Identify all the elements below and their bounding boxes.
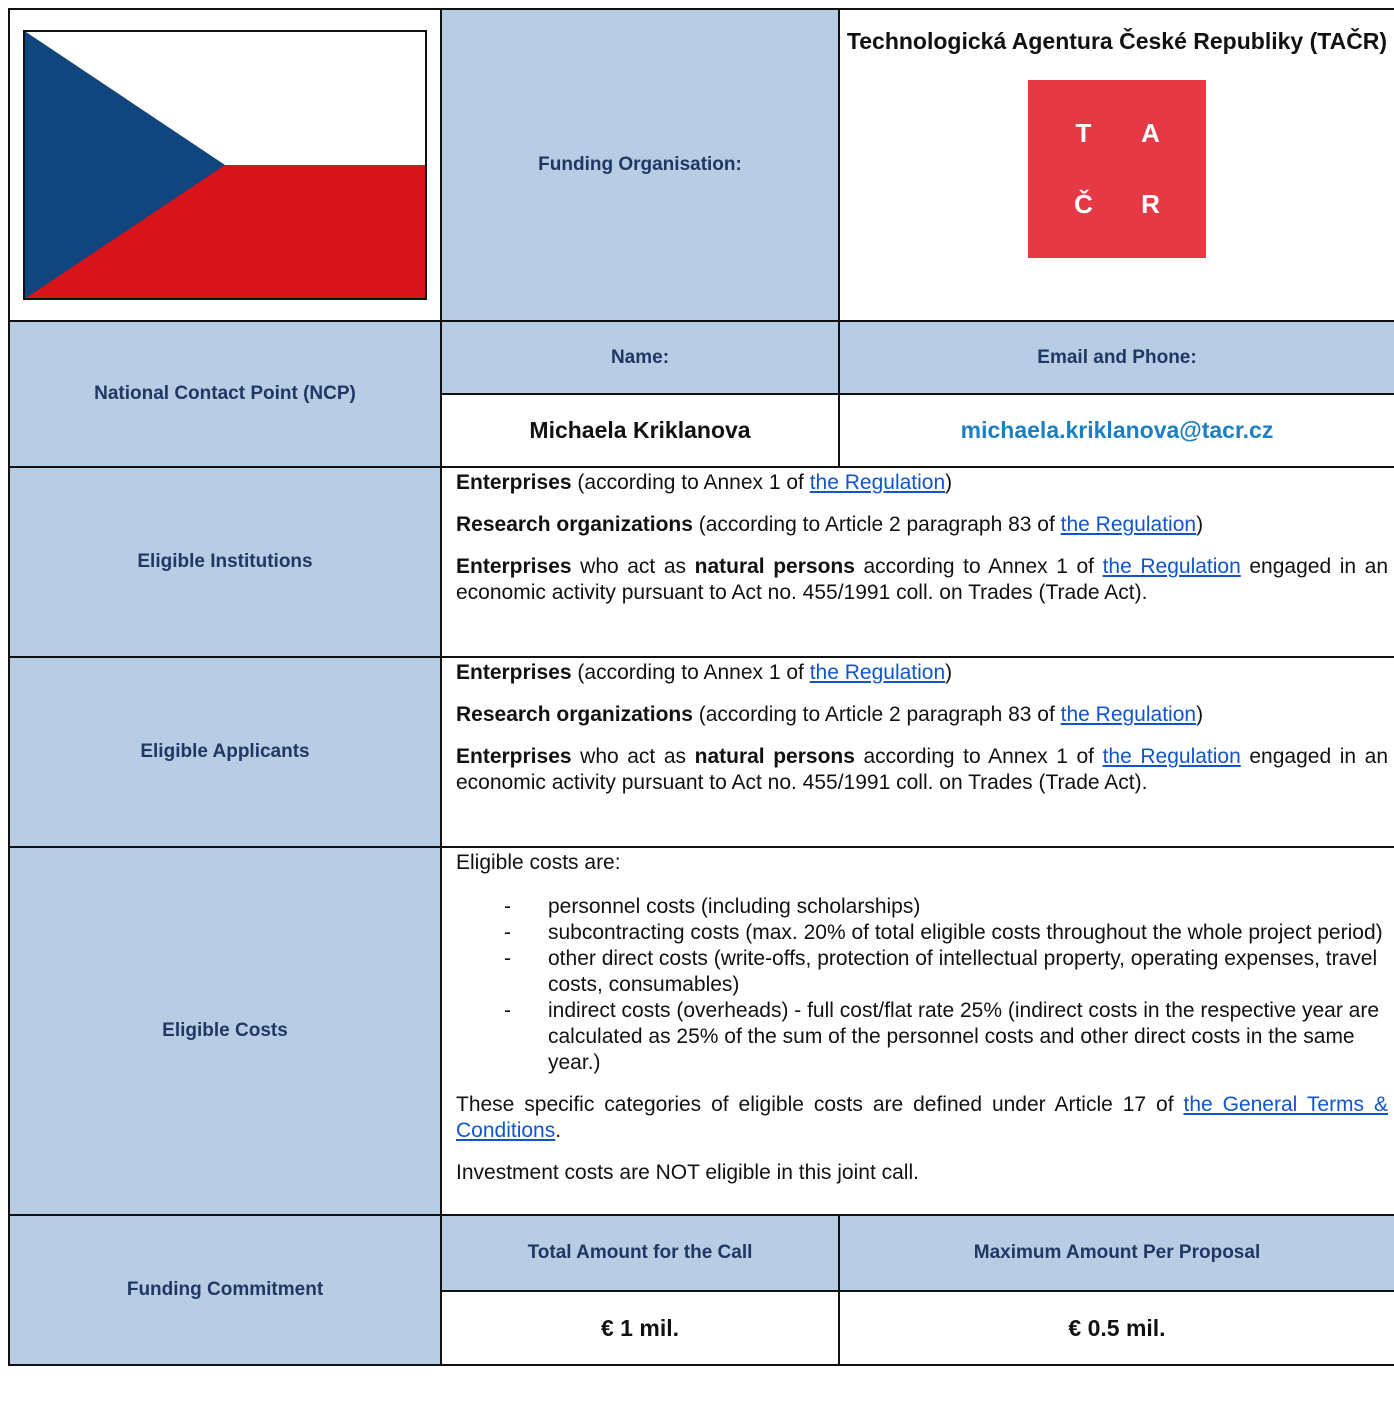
text: according to Annex 1 of [854, 745, 1103, 768]
applicants-p1 [456, 660, 1388, 686]
list-item: - subcontracting costs (max. 20% of total eligible costs throughout the whole project period) [504, 920, 1388, 946]
costs-investment: Investment costs are NOT eligible in this joint call. [456, 1161, 919, 1184]
institutions-label: Eligible Institutions [9, 467, 441, 657]
general-terms-link[interactable]: the General Terms & Conditions [456, 1093, 1388, 1142]
total-amount: € 1 mil. [441, 1291, 839, 1365]
commitment-header-row [9, 1215, 1394, 1291]
ncp-name-label: Name: [441, 321, 839, 394]
institutions-content [441, 467, 1394, 657]
text: who act as [571, 555, 695, 578]
czech-flag-icon [23, 30, 427, 300]
total-amount-label: Total Amount for the Call [441, 1215, 839, 1291]
applicants-label: Eligible Applicants [9, 657, 441, 847]
institutions-row [9, 467, 1394, 657]
logo-letter: R [1141, 189, 1160, 219]
costs-content [441, 847, 1394, 1215]
text: (according to Article 2 paragraph 83 of [692, 513, 1061, 536]
org-name: Technologická Agentura České Republiky (TAČR) [846, 28, 1388, 54]
tacr-logo [1028, 80, 1206, 258]
text: who act as [571, 745, 695, 768]
applicants-p3 [456, 744, 1388, 796]
text: ) [945, 661, 953, 684]
list-item: - personnel costs (including scholarships) [504, 894, 1388, 920]
ncp-label: National Contact Point (NCP) [9, 321, 441, 467]
institutions-p1 [456, 470, 1388, 496]
flag-cell [9, 9, 441, 321]
text: These specific categories of eligible costs are defined under Article 17 of [456, 1093, 1184, 1116]
funding-org-cell [839, 9, 1394, 321]
costs-list [456, 894, 1388, 1076]
bold-text: Enterprises [456, 555, 572, 578]
bold-text: Research organizations [456, 703, 693, 726]
regulation-link[interactable]: the Regulation [809, 661, 946, 684]
logo-letter: Č [1074, 189, 1093, 219]
bold-text: Research organizations [456, 513, 693, 536]
regulation-link[interactable]: the Regulation [1102, 745, 1241, 768]
funding-org-label: Funding Organisation: [441, 9, 839, 321]
bold-text: Enterprises [456, 661, 572, 684]
logo-letter: A [1141, 118, 1160, 148]
text: . [555, 1119, 562, 1142]
bold-text: Enterprises [456, 745, 572, 768]
regulation-link[interactable]: the Regulation [1060, 513, 1197, 536]
ncp-contact-label: Email and Phone: [839, 321, 1394, 394]
applicants-content [441, 657, 1394, 847]
costs-note [456, 1092, 1388, 1144]
bold-text: natural persons [694, 745, 855, 768]
text: (according to Annex 1 of [571, 661, 810, 684]
text: ) [1196, 513, 1204, 536]
bold-text: Enterprises [456, 471, 572, 494]
funding-org-row [9, 9, 1394, 321]
list-item: - indirect costs (overheads) - full cost/flat rate 25% (indirect costs in the respective year are calculated as 25% of the sum of the personnel costs and other direct costs in the same year.) [504, 998, 1388, 1076]
max-amount: € 0.5 mil. [839, 1291, 1394, 1365]
bold-text: natural persons [694, 555, 855, 578]
regulation-link[interactable]: the Regulation [809, 471, 946, 494]
institutions-p3 [456, 554, 1388, 606]
regulation-link[interactable]: the Regulation [1102, 555, 1241, 578]
call-info-table [8, 8, 1394, 1366]
list-item: - other direct costs (write-offs, protection of intellectual property, operating expenses, travel costs, consumables) [504, 946, 1388, 998]
text: according to Annex 1 of [854, 555, 1103, 578]
text: (according to Annex 1 of [571, 471, 810, 494]
logo-letter: T [1075, 118, 1092, 148]
text: (according to Article 2 paragraph 83 of [692, 703, 1061, 726]
max-amount-label: Maximum Amount Per Proposal [839, 1215, 1394, 1291]
costs-label: Eligible Costs [9, 847, 441, 1215]
text: engaged in an economic activity pursuant to Act no. 455/1991 coll. on Trades (Trade Act). [456, 745, 1388, 794]
ncp-name: Michaela Kriklanova [441, 394, 839, 467]
institutions-p2 [456, 512, 1388, 538]
ncp-email-link[interactable]: michaela.kriklanova@tacr.cz [960, 417, 1274, 443]
applicants-row [9, 657, 1394, 847]
ncp-header-row [9, 321, 1394, 394]
regulation-link[interactable]: the Regulation [1060, 703, 1197, 726]
text: engaged in an economic activity pursuant to Act no. 455/1991 coll. on Trades (Trade Act). [456, 555, 1388, 604]
costs-intro: Eligible costs are: [456, 851, 621, 874]
applicants-p2 [456, 702, 1388, 728]
text: ) [945, 471, 953, 494]
commitment-label: Funding Commitment [9, 1215, 441, 1365]
ncp-email[interactable] [839, 394, 1394, 467]
text: ) [1196, 703, 1204, 726]
costs-row [9, 847, 1394, 1215]
